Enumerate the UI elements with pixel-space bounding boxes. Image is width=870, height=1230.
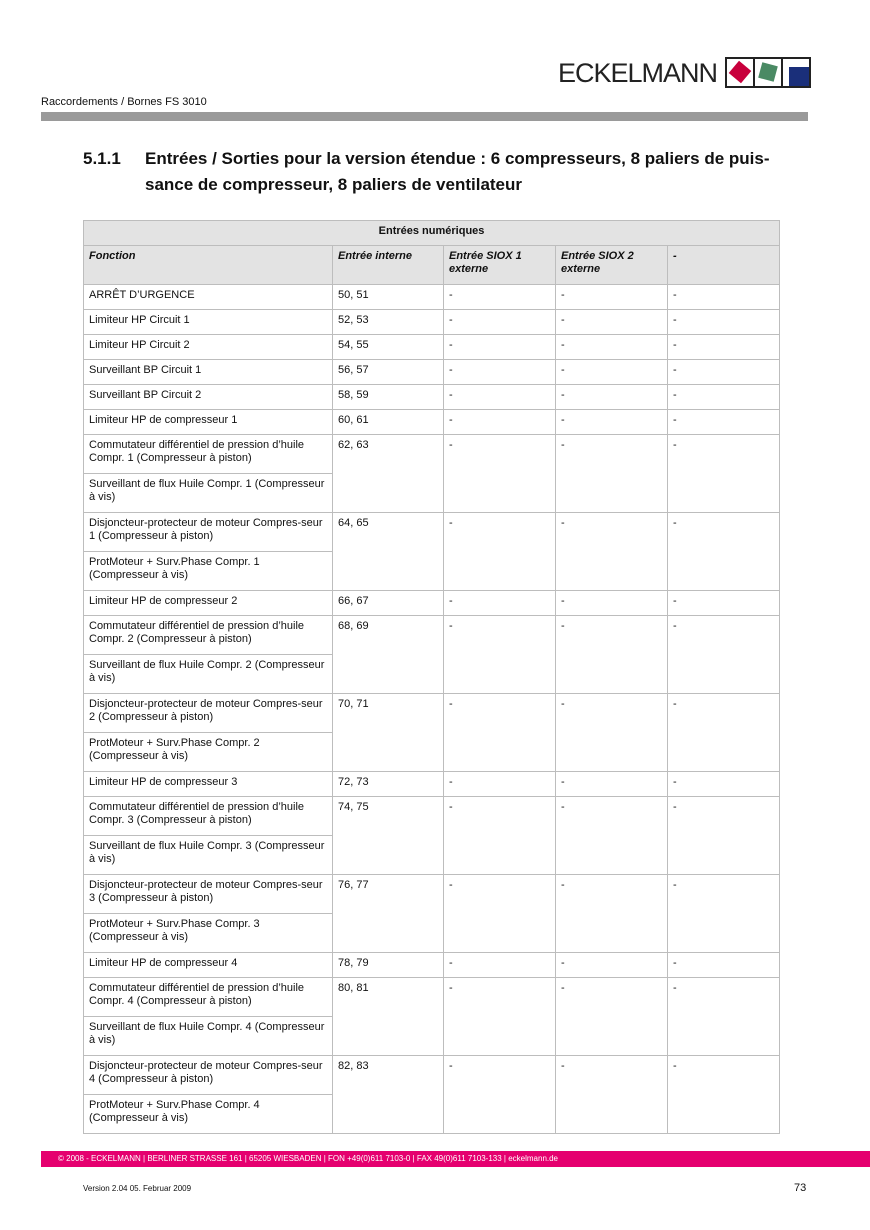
siox2-cell: -: [556, 875, 668, 953]
function-cell: Commutateur différentiel de pression d’huile Compr. 3 (Compresseur à piston): [84, 797, 333, 836]
siox1-cell: -: [444, 435, 556, 513]
function-cell: Disjoncteur-protecteur de moteur Compres-seur 4 (Compresseur à piston): [84, 1056, 333, 1095]
function-cell: ARRÊT D’URGENCE: [84, 285, 333, 310]
table-row: [84, 616, 780, 655]
function-cell: Surveillant de flux Huile Compr. 4 (Compresseur à vis): [84, 1017, 333, 1056]
extra-cell: -: [668, 513, 780, 591]
extra-cell: -: [668, 1056, 780, 1134]
logo-text: ECKELMANN: [558, 57, 718, 88]
extra-cell: -: [668, 410, 780, 435]
siox2-cell: -: [556, 978, 668, 1056]
siox1-cell: -: [444, 772, 556, 797]
siox1-cell: -: [444, 591, 556, 616]
table-row: [84, 285, 780, 310]
extra-cell: -: [668, 435, 780, 513]
function-cell: ProtMoteur + Surv.Phase Compr. 2 (Compresseur à vis): [84, 733, 333, 772]
extra-cell: -: [668, 953, 780, 978]
internal-input-cell: 72, 73: [333, 772, 444, 797]
header-rule: [41, 112, 808, 121]
siox2-cell: -: [556, 694, 668, 772]
siox1-cell: -: [444, 335, 556, 360]
siox2-cell: -: [556, 616, 668, 694]
function-cell: Limiteur HP de compresseur 1: [84, 410, 333, 435]
extra-cell: -: [668, 335, 780, 360]
extra-cell: -: [668, 616, 780, 694]
function-cell: Limiteur HP Circuit 2: [84, 335, 333, 360]
internal-input-cell: 80, 81: [333, 978, 444, 1056]
siox1-cell: -: [444, 410, 556, 435]
page-number: 73: [794, 1182, 807, 1194]
table-row: [84, 772, 780, 797]
siox2-cell: -: [556, 360, 668, 385]
table-row: [84, 953, 780, 978]
function-cell: Limiteur HP Circuit 1: [84, 310, 333, 335]
column-header: Entrée SIOX 1 externe: [444, 246, 556, 285]
version-date: Version 2.04 05. Februar 2009: [83, 1184, 192, 1193]
table-caption: Entrées numériques: [84, 221, 780, 246]
function-cell: Commutateur différentiel de pression d’huile Compr. 4 (Compresseur à piston): [84, 978, 333, 1017]
siox2-cell: -: [556, 513, 668, 591]
section-heading: [83, 146, 783, 198]
function-cell: Surveillant BP Circuit 1: [84, 360, 333, 385]
internal-input-cell: 76, 77: [333, 875, 444, 953]
eckelmann-logo: [558, 57, 811, 88]
function-cell: Surveillant BP Circuit 2: [84, 385, 333, 410]
table-row: [84, 875, 780, 914]
function-cell: ProtMoteur + Surv.Phase Compr. 3 (Compresseur à vis): [84, 914, 333, 953]
function-cell: Limiteur HP de compresseur 2: [84, 591, 333, 616]
siox2-cell: -: [556, 285, 668, 310]
function-cell: Surveillant de flux Huile Compr. 1 (Compresseur à vis): [84, 474, 333, 513]
table-row: [84, 410, 780, 435]
internal-input-cell: 54, 55: [333, 335, 444, 360]
internal-input-cell: 82, 83: [333, 1056, 444, 1134]
function-cell: Limiteur HP de compresseur 4: [84, 953, 333, 978]
internal-input-cell: 60, 61: [333, 410, 444, 435]
siox2-cell: -: [556, 435, 668, 513]
section-number: 5.1.1: [83, 149, 121, 168]
function-cell: Disjoncteur-protecteur de moteur Compres-seur 1 (Compresseur à piston): [84, 513, 333, 552]
extra-cell: -: [668, 385, 780, 410]
function-cell: Disjoncteur-protecteur de moteur Compres-seur 2 (Compresseur à piston): [84, 694, 333, 733]
internal-input-cell: 62, 63: [333, 435, 444, 513]
siox1-cell: -: [444, 310, 556, 335]
table-row: [84, 385, 780, 410]
table-row: [84, 591, 780, 616]
table-row: [84, 310, 780, 335]
footer-contact-bar: © 2008 - ECKELMANN | BERLINER STRASSE 161 | 65205 WIESBADEN | FON +49(0)611 7103-0 | FAX 49(0)611 7103-133 | eckelmann.de: [41, 1151, 870, 1167]
siox2-cell: -: [556, 410, 668, 435]
internal-input-cell: 58, 59: [333, 385, 444, 410]
table-row: [84, 694, 780, 733]
extra-cell: -: [668, 310, 780, 335]
extra-cell: -: [668, 875, 780, 953]
internal-input-cell: 70, 71: [333, 694, 444, 772]
siox1-cell: -: [444, 953, 556, 978]
function-cell: Disjoncteur-protecteur de moteur Compres-seur 3 (Compresseur à piston): [84, 875, 333, 914]
table-row: [84, 335, 780, 360]
internal-input-cell: 52, 53: [333, 310, 444, 335]
logo-squares: [725, 57, 811, 88]
column-header: Fonction: [84, 246, 333, 285]
siox1-cell: -: [444, 385, 556, 410]
internal-input-cell: 56, 57: [333, 360, 444, 385]
internal-input-cell: 68, 69: [333, 616, 444, 694]
internal-input-cell: 64, 65: [333, 513, 444, 591]
internal-input-cell: 66, 67: [333, 591, 444, 616]
function-cell: ProtMoteur + Surv.Phase Compr. 1 (Compresseur à vis): [84, 552, 333, 591]
siox1-cell: -: [444, 360, 556, 385]
siox2-cell: -: [556, 385, 668, 410]
table-row: [84, 435, 780, 474]
function-cell: Commutateur différentiel de pression d’huile Compr. 2 (Compresseur à piston): [84, 616, 333, 655]
siox1-cell: -: [444, 978, 556, 1056]
table-row: [84, 1056, 780, 1095]
table-row: [84, 797, 780, 836]
extra-cell: -: [668, 360, 780, 385]
siox2-cell: -: [556, 772, 668, 797]
siox2-cell: -: [556, 797, 668, 875]
siox1-cell: -: [444, 285, 556, 310]
internal-input-cell: 78, 79: [333, 953, 444, 978]
table-row: [84, 978, 780, 1017]
extra-cell: -: [668, 772, 780, 797]
digital-inputs-table: [83, 220, 780, 1134]
siox2-cell: -: [556, 1056, 668, 1134]
column-header: Entrée SIOX 2 externe: [556, 246, 668, 285]
internal-input-cell: 50, 51: [333, 285, 444, 310]
extra-cell: -: [668, 285, 780, 310]
siox2-cell: -: [556, 335, 668, 360]
section-title: Entrées / Sorties pour la version étendue : 6 compresseurs, 8 paliers de puis-sance de compresseur, 8 paliers de ventilateur: [145, 149, 770, 194]
column-header: -: [668, 246, 780, 285]
siox1-cell: -: [444, 1056, 556, 1134]
function-cell: Limiteur HP de compresseur 3: [84, 772, 333, 797]
function-cell: Commutateur différentiel de pression d’huile Compr. 1 (Compresseur à piston): [84, 435, 333, 474]
function-cell: Surveillant de flux Huile Compr. 2 (Compresseur à vis): [84, 655, 333, 694]
internal-input-cell: 74, 75: [333, 797, 444, 875]
function-cell: Surveillant de flux Huile Compr. 3 (Compresseur à vis): [84, 836, 333, 875]
siox1-cell: -: [444, 797, 556, 875]
siox1-cell: -: [444, 694, 556, 772]
siox1-cell: -: [444, 875, 556, 953]
extra-cell: -: [668, 797, 780, 875]
extra-cell: -: [668, 694, 780, 772]
function-cell: ProtMoteur + Surv.Phase Compr. 4 (Compresseur à vis): [84, 1095, 333, 1134]
table-row: [84, 360, 780, 385]
siox2-cell: -: [556, 953, 668, 978]
column-header: Entrée interne: [333, 246, 444, 285]
extra-cell: -: [668, 978, 780, 1056]
siox2-cell: -: [556, 591, 668, 616]
siox2-cell: -: [556, 310, 668, 335]
extra-cell: -: [668, 591, 780, 616]
siox1-cell: -: [444, 616, 556, 694]
breadcrumb: Raccordements / Bornes FS 3010: [41, 96, 207, 108]
siox1-cell: -: [444, 513, 556, 591]
table-row: [84, 513, 780, 552]
